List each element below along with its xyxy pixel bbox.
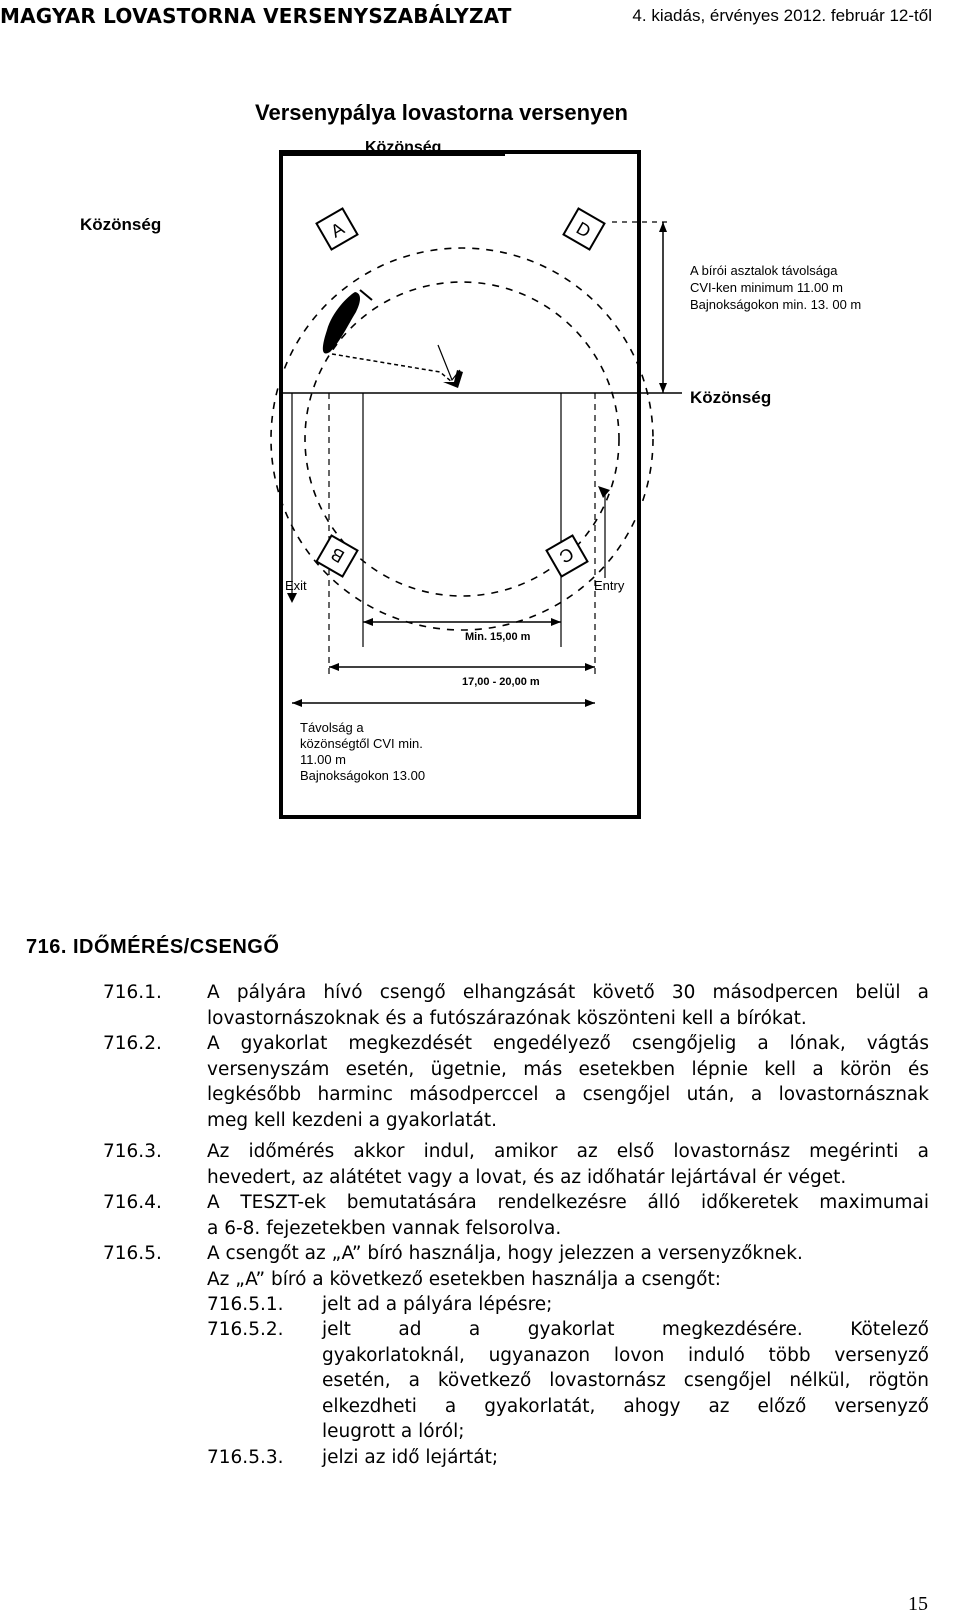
judge-table-b — [317, 536, 358, 577]
subitem-line: elkezdheti a gyakorlatát, ahogy az előző versenyző — [322, 1395, 929, 1417]
subitem-line: jelt ad a gyakorlat megkezdésére. Kötelező — [322, 1319, 929, 1340]
min-diameter-label: Min. 15,00 m — [465, 631, 531, 643]
document-header-edition: 4. kiadás, érvényes 2012. február 12-től — [632, 6, 932, 25]
audience-top-label: Közönség — [365, 139, 442, 156]
page-number: 15 — [908, 1593, 928, 1615]
judge-table-c — [547, 536, 588, 577]
section-title: 716. IDŐMÉRÉS/CSENGŐ — [26, 936, 280, 958]
judge-label-d: D — [572, 217, 595, 242]
item-line: A pályára hívó csengő elhangzását követő 30 másodpercen belül a — [207, 982, 929, 1003]
subitem-line: jelt ad a pályára lépésre; — [322, 1294, 553, 1315]
min-diameter-arrow-left — [363, 618, 373, 626]
judge-label-a: A — [327, 218, 348, 242]
judge-table-a — [317, 209, 358, 250]
document-header-title: MAGYAR LOVASTORNA VERSENYSZABÁLYZAT — [0, 4, 512, 28]
judge-label-c: C — [555, 543, 578, 568]
item-number: 716.4. — [103, 1192, 162, 1213]
distance-note-2: közönségtől CVI min. — [300, 736, 423, 751]
item-line: A csengőt az „A” bíró használja, hogy jelezzen a versenyzőknek. — [207, 1243, 803, 1264]
arena-boundary — [281, 152, 639, 817]
judge-note-1: A bírói asztalok távolsága — [690, 263, 838, 278]
judge-label-b: B — [327, 543, 348, 567]
item-number: 716.5. — [103, 1243, 162, 1264]
audience-distance-arrow-left — [292, 699, 302, 707]
outer-circle — [271, 248, 653, 630]
subitem-number: 716.5.1. — [207, 1294, 284, 1315]
item-line: lovastornászoknak és a futószárazónak köszönteni kell a bírókat. — [207, 1007, 807, 1029]
outer-diameter-arrow-left — [329, 663, 339, 671]
judge-table-d — [564, 209, 605, 250]
audience-right-label: Közönség — [690, 388, 772, 407]
item-line: meg kell kezdeni a gyakorlatát. — [207, 1109, 498, 1131]
item-line: hevedert, az alátétet vagy a lovat, és az időhatár lejártával ér véget. — [207, 1166, 847, 1188]
item-line: A TESZT-ek bemutatására rendelkezésre álló időkeretek maximumai — [207, 1192, 929, 1213]
audience-left-label: Közönség — [80, 215, 162, 234]
entry-label: Entry — [594, 578, 625, 593]
diagram-title: Versenypálya lovastorna versenyen — [255, 100, 628, 125]
item-line: Az időmérés akkor indul, amikor az első lovastornász megérinti a — [207, 1141, 929, 1162]
subitem-line: esetén, a következő lovastornász csengőjel nélkül, rögtön — [322, 1370, 929, 1391]
subitem-line: leugrott a lóról; — [322, 1421, 465, 1442]
item-line: Az „A” bíró a következő esetekben használja a csengőt: — [207, 1268, 721, 1290]
subitem-number: 716.5.3. — [207, 1447, 284, 1468]
item-number: 716.1. — [103, 982, 162, 1003]
judge-arrow-bottom — [659, 383, 667, 393]
item-line: versenyszám esetén, ügetnie, más esetekben lépnie kell a körön és — [207, 1058, 929, 1080]
lunge-line — [332, 354, 452, 382]
item-line: A gyakorlat megkezdését engedélyező csengőjelig a lónak, vágtás — [207, 1033, 929, 1054]
exit-label: Exit — [285, 578, 307, 593]
distance-note-4: Bajnokságokon 13.00 — [300, 768, 426, 783]
subitem-line: jelzi az idő lejártát; — [322, 1447, 499, 1468]
horse-head — [360, 290, 372, 300]
item-line: a 6-8. fejezetekben vannak felsorolva. — [207, 1217, 562, 1239]
horse-shape — [323, 292, 360, 353]
subitem-number: 716.5.2. — [207, 1319, 284, 1340]
subitem-line: gyakorlatoknál, ugyanazon lovon induló több versenyző — [322, 1344, 929, 1366]
item-line: legkésőbb harminc másodperccel a csengőjel után, a lovastornásznak — [207, 1084, 929, 1105]
distance-note-3: 11.00 m — [300, 752, 347, 767]
item-number: 716.3. — [103, 1141, 162, 1162]
item-number: 716.2. — [103, 1033, 162, 1054]
min-diameter-arrow-right — [551, 618, 561, 626]
judge-arrow-top — [659, 222, 667, 232]
judge-note-2: CVI-ken minimum 11.00 m — [690, 280, 843, 295]
judge-note-3: Bajnokságokon min. 13. 00 m — [690, 297, 862, 312]
distance-note-1: Távolság a — [300, 720, 364, 735]
exit-arrow — [287, 593, 297, 603]
outer-diameter-label: 17,00 - 20,00 m — [462, 676, 540, 688]
audience-distance-arrow-right — [585, 699, 595, 707]
outer-diameter-arrow-right — [585, 663, 595, 671]
